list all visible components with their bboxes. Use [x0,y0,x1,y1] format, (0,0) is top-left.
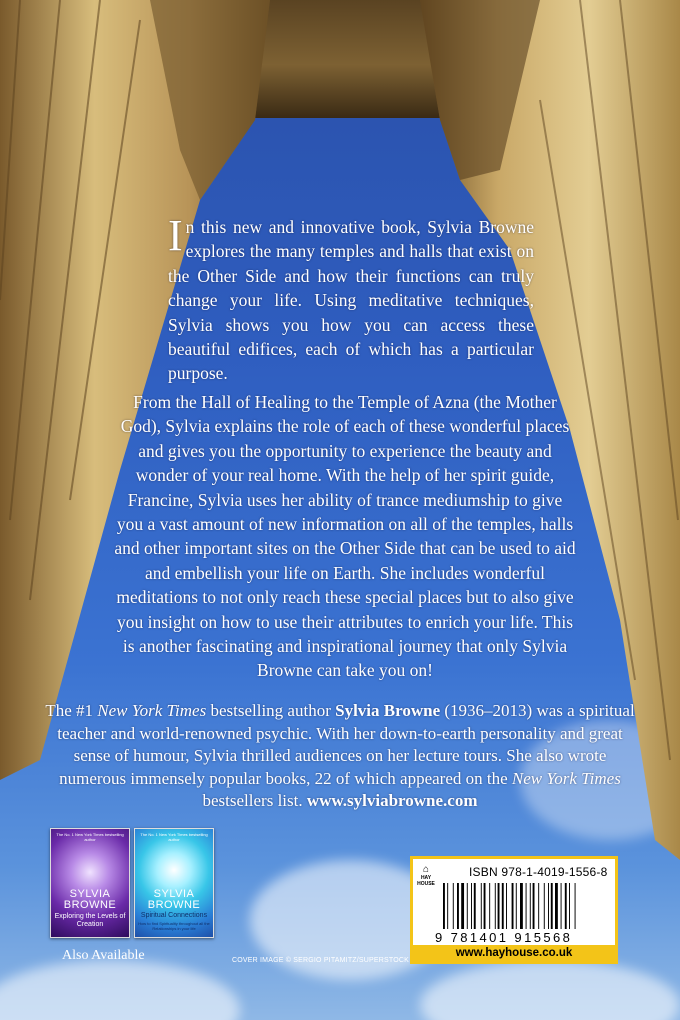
bio-text: (1936–2013) was a spiritual teacher and world-renowned psychic. With her down-to-earth personality and great sense of humour, Sylvia thrilled audiences on her lecture tours. She also wrote numerous immensely popular books, 22 of which appeared on the [57,701,635,788]
nyt-title: New York Times [511,768,621,788]
also-available-label: Also Available [62,948,145,963]
drop-cap: I [168,211,183,260]
thumb-title: Exploring the Levels of Creation [54,913,126,928]
author-bio [38,700,642,813]
thumb-title: Spiritual Connections [140,912,208,919]
thumb-tagline: The No. 1 New York Times bestselling author [140,832,208,842]
thumb-subtitle: How to find Spirituality throughout all the Relationships in your life [138,921,210,931]
thumb-author: SYLVIA BROWNE [63,888,117,911]
barcode-panel [410,856,618,964]
logo-text: HAY HOUSE [417,875,435,887]
nyt-title: New York Times [97,701,207,720]
description-paragraph-2: From the Hall of Healing to the Temple of Azna (the Mother God), Sylvia explains the role of each of these wonderful places and gives you the opportunity to experience the beauty and wonder of your real home. With the help of her spirit guide, Francine, Sylvia uses her ability of trance mediumship to give you a vast amount of new information on all of the temples, halls and other important sites on the Other Side that can be used to aid and embellish your life on Earth. She includes wonderful meditations to not only reach these special places but to also give you insight on how to use their attributes to enrich your life. This is another fascinating and inspirational journey that only Sylvia Browne can take you on! [114,392,576,681]
bio-prefix: The #1 [45,701,98,720]
bio-text: bestselling author [206,701,336,720]
thumb-tagline: The No. 1 New York Times bestselling author [56,832,124,842]
thumb-author: SYLVIA BROWNE [147,888,201,911]
ean-digits: 9 781401 915568 [435,930,573,945]
book-thumbnail-exploring-levels[interactable] [50,828,130,938]
house-icon: ⌂ [422,864,430,875]
cover-image-credit: COVER IMAGE © SERGIO PITAMITZ/SUPERSTOCK [232,957,410,964]
stone-lintel [250,0,440,118]
isbn-number: ISBN 978-1-4019-1556-8 [469,865,608,879]
description-paragraph-1 [168,211,534,386]
author-website-link[interactable]: www.sylviabrowne.com [306,791,478,811]
book-thumbnail-spiritual-connections[interactable] [134,828,214,938]
paragraph-1-text: n this new and innovative book, Sylvia Browne explores the many temples and halls that exist on the Other Side and how their functions can truly change your life. Using meditative techniques, Sylvia shows you how you can access these beautiful edifices, each of which has a particular purpose. [168,217,534,384]
author-name: Sylvia Browne [335,701,441,720]
hay-house-logo [417,865,435,887]
publisher-website-link[interactable]: www.hayhouse.co.uk [413,945,615,961]
bio-text: bestsellers list. [202,791,307,811]
barcode-icon [443,883,611,929]
